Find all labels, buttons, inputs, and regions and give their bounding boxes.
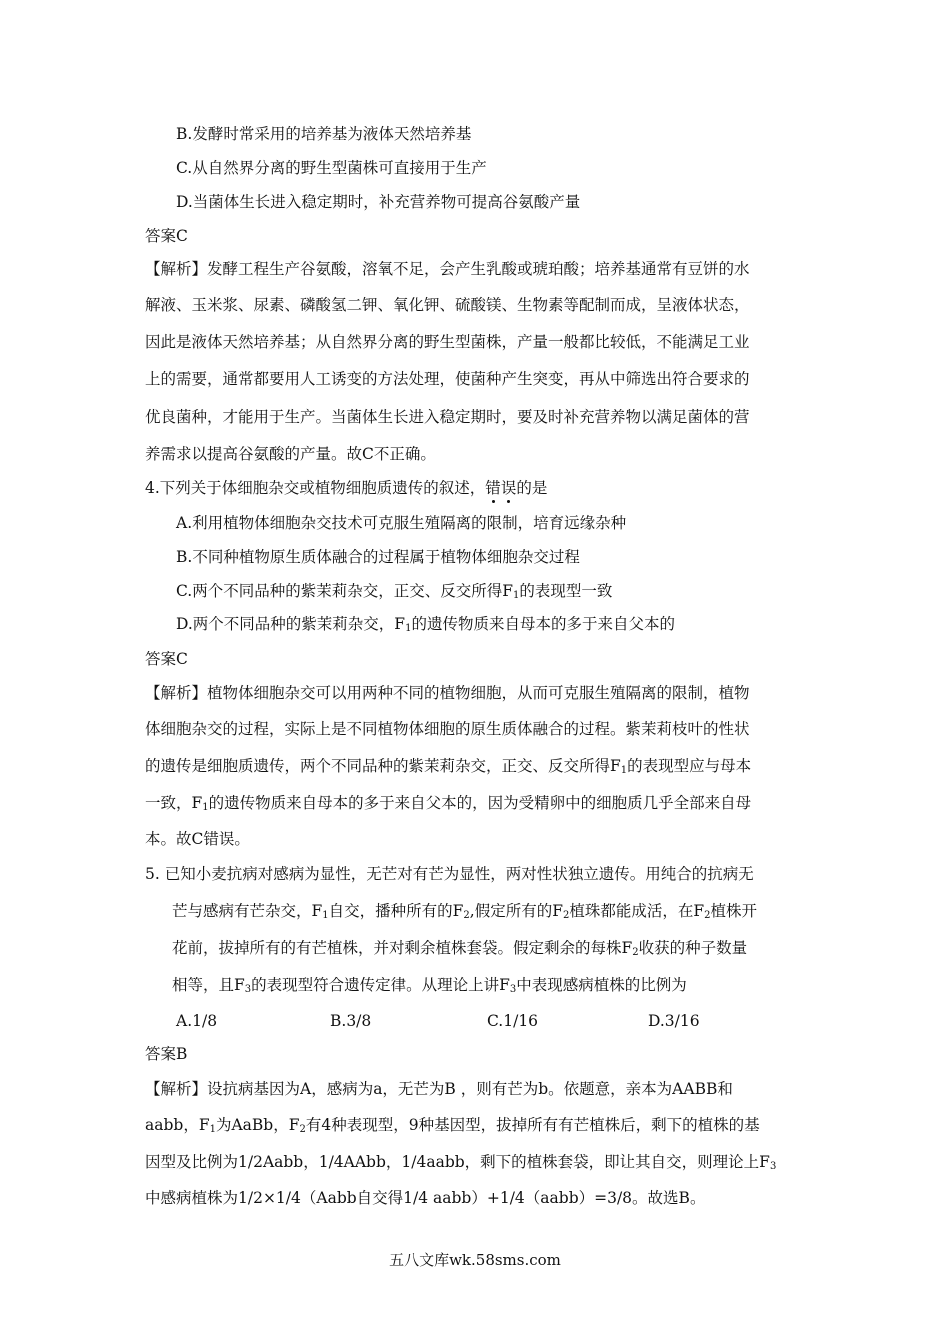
subscript: 3 <box>244 984 252 995</box>
q4-explanation-line: 本。故C错误。 <box>145 830 250 848</box>
q5-stem-line <box>172 978 687 994</box>
subscript: 1 <box>620 765 628 776</box>
text: 自交，播种所有的F <box>328 902 464 920</box>
q5-explanation-line: 【解析】设抗病基因为A，感病为a，无芒为B ，则有芒为b。依题意，亲本为AABB和 <box>145 1080 733 1098</box>
text: 植珠都能成活，在F <box>569 902 705 920</box>
q4-explanation-line: 体细胞杂交的过程，实际上是不同植物体细胞的原生质体融合的过程。紫茉莉枝叶的性状 <box>145 720 750 738</box>
q4-explanation-line <box>145 759 807 775</box>
text: 中表现感病植株的比例为 <box>516 976 687 994</box>
q5-option-c: C.1/16 <box>487 1012 539 1030</box>
q3-option-c: C.从自然界分离的野生型菌株可直接用于生产 <box>176 159 487 177</box>
q3-explanation-line: 优良菌种，才能用于生产。当菌体生长进入稳定期时，要及时补充营养物以满足菌体的营 <box>145 408 750 426</box>
q5-options <box>0 1014 950 1034</box>
subscript: 2 <box>704 910 711 921</box>
text: 收获的种子数量 <box>638 939 748 957</box>
text: 的遗传物质来自母本的多于来自父本的，因为受精卵中的细胞质几乎全部来自母 <box>208 794 752 812</box>
q3-explanation-line: 因此是液体天然培养基；从自然界分离的野生型菌株，产量一般都比较低，不能满足工业 <box>145 333 750 351</box>
text: aabb，F <box>145 1116 210 1134</box>
q5-explanation-line <box>145 1155 807 1171</box>
text: 因型及比例为1/2Aabb，1/4AAbb，1/4aabb，剩下的植株套袋，即让其自交，则理论上F <box>145 1153 770 1171</box>
subscript: 1 <box>513 590 520 601</box>
text: 的表现型应与母本 <box>627 757 752 775</box>
q4-explanation-line: 【解析】植物体细胞杂交可以用两种不同的植物细胞，从而可克服生殖隔离的限制，植物 <box>145 684 750 702</box>
text: 一致，F <box>145 794 203 812</box>
q4-option-d <box>176 617 675 633</box>
q3-explanation-line: 解液、玉米浆、尿素、磷酸氢二钾、氧化钾、硫酸镁、生物素等配制而成，呈液体状态， <box>145 296 750 314</box>
subscript: 3 <box>509 984 517 995</box>
footer-watermark: 五八文库wk.58sms.com <box>389 1251 561 1269</box>
text: 的表现型一致 <box>519 582 613 600</box>
subscript: 1 <box>405 623 412 634</box>
subscript: 1 <box>209 1124 216 1135</box>
q5-option-a: A.1/8 <box>176 1012 218 1030</box>
subscript: 2 <box>299 1124 306 1135</box>
q4-option-b: B.不同种植物原生质体融合的过程属于植物体细胞杂交过程 <box>176 548 580 566</box>
q5-explanation-line: 中感病植株为1/2×1/4（Aabb自交得1/4 aabb）+1/4（aabb）=3/8。故选B。 <box>145 1189 706 1207</box>
q5-stem-line: 5. 已知小麦抗病对感病为显性，无芒对有芒为显性，两对性状独立遗传。用纯合的抗病无 <box>145 865 754 883</box>
text: 花前，拔掉所有的有芒植株，并对剩余植株套袋。假定剩余的每株F <box>172 939 633 957</box>
subscript: 2 <box>632 947 639 958</box>
text: 相等，且F <box>172 976 245 994</box>
text: 的表现型符合遗传定律。从理论上讲F <box>251 976 510 994</box>
subscript: 3 <box>769 1161 777 1172</box>
q3-explanation-line: 上的需要，通常都要用人工诱变的方法处理，使菌种产生突变，再从中筛选出符合要求的 <box>145 370 750 388</box>
q4-option-a: A.利用植物体细胞杂交技术可克服生殖隔离的限制，培育远缘杂种 <box>176 514 627 532</box>
text: 植株开 <box>710 902 757 920</box>
q3-option-b: B.发酵时常采用的培养基为液体天然培养基 <box>176 125 472 143</box>
q5-option-b: B.3/8 <box>330 1012 372 1030</box>
text: 为AaBb，F <box>215 1116 300 1134</box>
q5-option-d: D.3/16 <box>648 1012 700 1030</box>
subscript: 2 <box>463 910 470 921</box>
q4-answer: 答案C <box>145 650 188 668</box>
text: D.两个不同品种的紫茉莉杂交，F <box>176 615 406 633</box>
q4-stem-emphasis: 误 <box>500 479 517 497</box>
text: ,假定所有的F <box>469 902 563 920</box>
q3-answer: 答案C <box>145 227 188 245</box>
q3-explanation-line: 养需求以提高谷氨酸的产量。故C不正确。 <box>145 445 436 463</box>
q4-stem-prefix: 4.下列关于体细胞杂交或植物细胞质遗传的叙述， <box>145 479 486 497</box>
subscript: 1 <box>322 910 329 921</box>
q4-stem-suffix: 的是 <box>516 479 548 497</box>
q5-answer: 答案B <box>145 1045 188 1063</box>
q3-explanation-line: 【解析】发酵工程生产谷氨酸，溶氧不足，会产生乳酸或琥珀酸；培养基通常有豆饼的水 <box>145 260 750 278</box>
subscript: 1 <box>202 802 209 813</box>
text: 有4种表现型，9种基因型，拔掉所有有芒植株后，剩下的植株的基 <box>305 1116 760 1134</box>
q5-stem-line <box>172 941 747 957</box>
text: 的遗传物质来自母本的多于来自父本的 <box>411 615 675 633</box>
q4-option-c <box>176 584 612 600</box>
q4-explanation-line <box>145 796 807 812</box>
subscript: 2 <box>562 910 570 921</box>
q4-stem <box>145 481 807 497</box>
text: 的遗传是细胞质遗传，两个不同品种的紫茉莉杂交，正交、反交所得F <box>145 757 621 775</box>
q4-stem-emphasis: 错 <box>485 479 501 497</box>
q5-stem-line <box>172 904 757 920</box>
text: 芒与感病有芒杂交，F <box>172 902 323 920</box>
q5-explanation-line <box>145 1118 807 1134</box>
q3-option-d: D.当菌体生长进入稳定期时，补充营养物可提高谷氨酸产量 <box>176 193 581 211</box>
text: C.两个不同品种的紫茉莉杂交，正交、反交所得F <box>176 582 513 600</box>
